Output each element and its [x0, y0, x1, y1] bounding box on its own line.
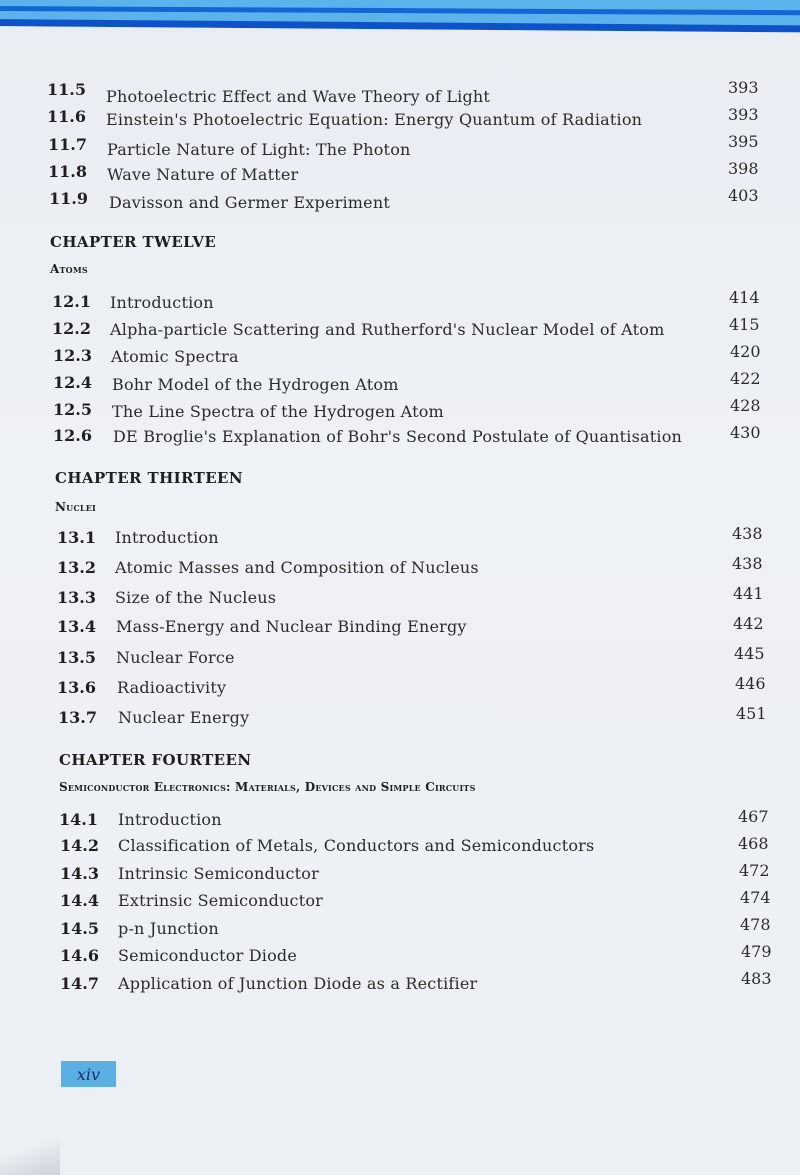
chapter-heading: CHAPTER FOURTEEN	[59, 751, 252, 769]
section-title: Intrinsic Semiconductor	[118, 864, 319, 883]
section-number: 14.7	[60, 974, 99, 993]
section-title: Alpha-particle Scattering and Rutherford's Nuclear Model of Atom	[110, 320, 665, 339]
section-title: Nuclear Force	[116, 648, 235, 667]
section-page: 393	[728, 105, 759, 124]
section-page: 422	[730, 369, 761, 388]
section-title: Atomic Spectra	[111, 347, 239, 366]
section-title: DE Broglie's Explanation of Bohr's Second Postulate of Quantisation	[113, 427, 683, 446]
section-title: Semiconductor Diode	[118, 946, 298, 965]
section-page: 442	[733, 614, 764, 633]
chapter-subtitle: Semiconductor Electronics: Materials, Devices and Simple Circuits	[59, 780, 476, 794]
section-number: 12.6	[53, 426, 92, 445]
section-number: 11.7	[48, 135, 87, 154]
section-number: 13.3	[57, 588, 96, 607]
section-page: 414	[729, 288, 760, 307]
section-number: 11.6	[47, 107, 86, 126]
section-page: 420	[730, 342, 761, 361]
section-number: 13.5	[57, 648, 96, 667]
section-title: p-n Junction	[118, 919, 219, 938]
section-number: 14.1	[59, 810, 98, 829]
section-number: 11.5	[47, 80, 86, 99]
section-page: 479	[741, 942, 772, 961]
section-title: Extrinsic Semiconductor	[118, 891, 324, 910]
chapter-heading: CHAPTER TWELVE	[50, 233, 217, 251]
section-title: Particle Nature of Light: The Photon	[107, 140, 411, 159]
section-title: Application of Junction Diode as a Rectifier	[118, 974, 478, 993]
section-number: 14.5	[60, 919, 99, 938]
section-number: 12.1	[52, 292, 91, 311]
section-page: 468	[738, 834, 769, 853]
section-title: Wave Nature of Matter	[107, 165, 299, 184]
section-page: 446	[735, 674, 766, 693]
section-page: 428	[730, 396, 761, 415]
section-number: 13.2	[57, 558, 96, 577]
section-page: 472	[739, 861, 770, 880]
section-page: 483	[741, 969, 772, 988]
section-title: Einstein's Photoelectric Equation: Energy Quantum of Radiation	[106, 110, 643, 129]
chapter-subtitle: Atoms	[50, 262, 88, 276]
section-page: 398	[728, 159, 759, 178]
section-number: 14.4	[60, 891, 99, 910]
section-page: 478	[740, 915, 771, 934]
section-title: Introduction	[118, 810, 222, 829]
section-number: 13.1	[57, 528, 96, 547]
section-title: Classification of Metals, Conductors and Semiconductors	[118, 836, 595, 855]
section-title: Introduction	[110, 293, 214, 312]
section-number: 12.5	[53, 400, 92, 419]
section-number: 12.3	[53, 346, 92, 365]
section-title: Introduction	[115, 528, 219, 547]
section-title: Mass-Energy and Nuclear Binding Energy	[116, 617, 467, 636]
section-number: 12.4	[53, 373, 92, 392]
section-page: 403	[728, 186, 759, 205]
section-number: 14.6	[60, 946, 99, 965]
section-number: 11.8	[48, 162, 87, 181]
section-title: Davisson and Germer Experiment	[109, 193, 390, 212]
chapter-subtitle: Nuclei	[55, 500, 96, 514]
section-number: 11.9	[49, 189, 88, 208]
section-page: 395	[728, 132, 759, 151]
section-page: 415	[729, 315, 760, 334]
section-page: 445	[734, 644, 765, 663]
chapter-heading: CHAPTER THIRTEEN	[55, 469, 244, 487]
section-page: 438	[732, 554, 763, 573]
section-page: 441	[733, 584, 764, 603]
section-page: 474	[740, 888, 771, 907]
section-page: 393	[728, 78, 759, 97]
section-page: 438	[732, 524, 763, 543]
section-number: 12.2	[52, 319, 91, 338]
section-title: Photoelectric Effect and Wave Theory of Light	[106, 87, 491, 106]
section-number: 14.2	[60, 836, 99, 855]
section-page: 467	[738, 807, 769, 826]
section-title: Bohr Model of the Hydrogen Atom	[112, 375, 399, 394]
section-number: 13.4	[57, 617, 96, 636]
page-corner-shadow	[0, 1130, 60, 1175]
section-page: 430	[730, 423, 761, 442]
section-title: Atomic Masses and Composition of Nucleus	[115, 558, 479, 577]
section-title: Size of the Nucleus	[115, 588, 277, 607]
section-number: 14.3	[60, 864, 99, 883]
decorative-header-band	[0, 0, 800, 34]
section-page: 451	[736, 704, 767, 723]
section-title: Radioactivity	[117, 678, 227, 697]
page-number: xiv	[76, 1064, 101, 1084]
section-title: Nuclear Energy	[118, 708, 250, 727]
section-title: The Line Spectra of the Hydrogen Atom	[112, 402, 444, 421]
section-number: 13.7	[58, 708, 97, 727]
section-number: 13.6	[57, 678, 96, 697]
page-number-badge	[61, 1061, 116, 1087]
